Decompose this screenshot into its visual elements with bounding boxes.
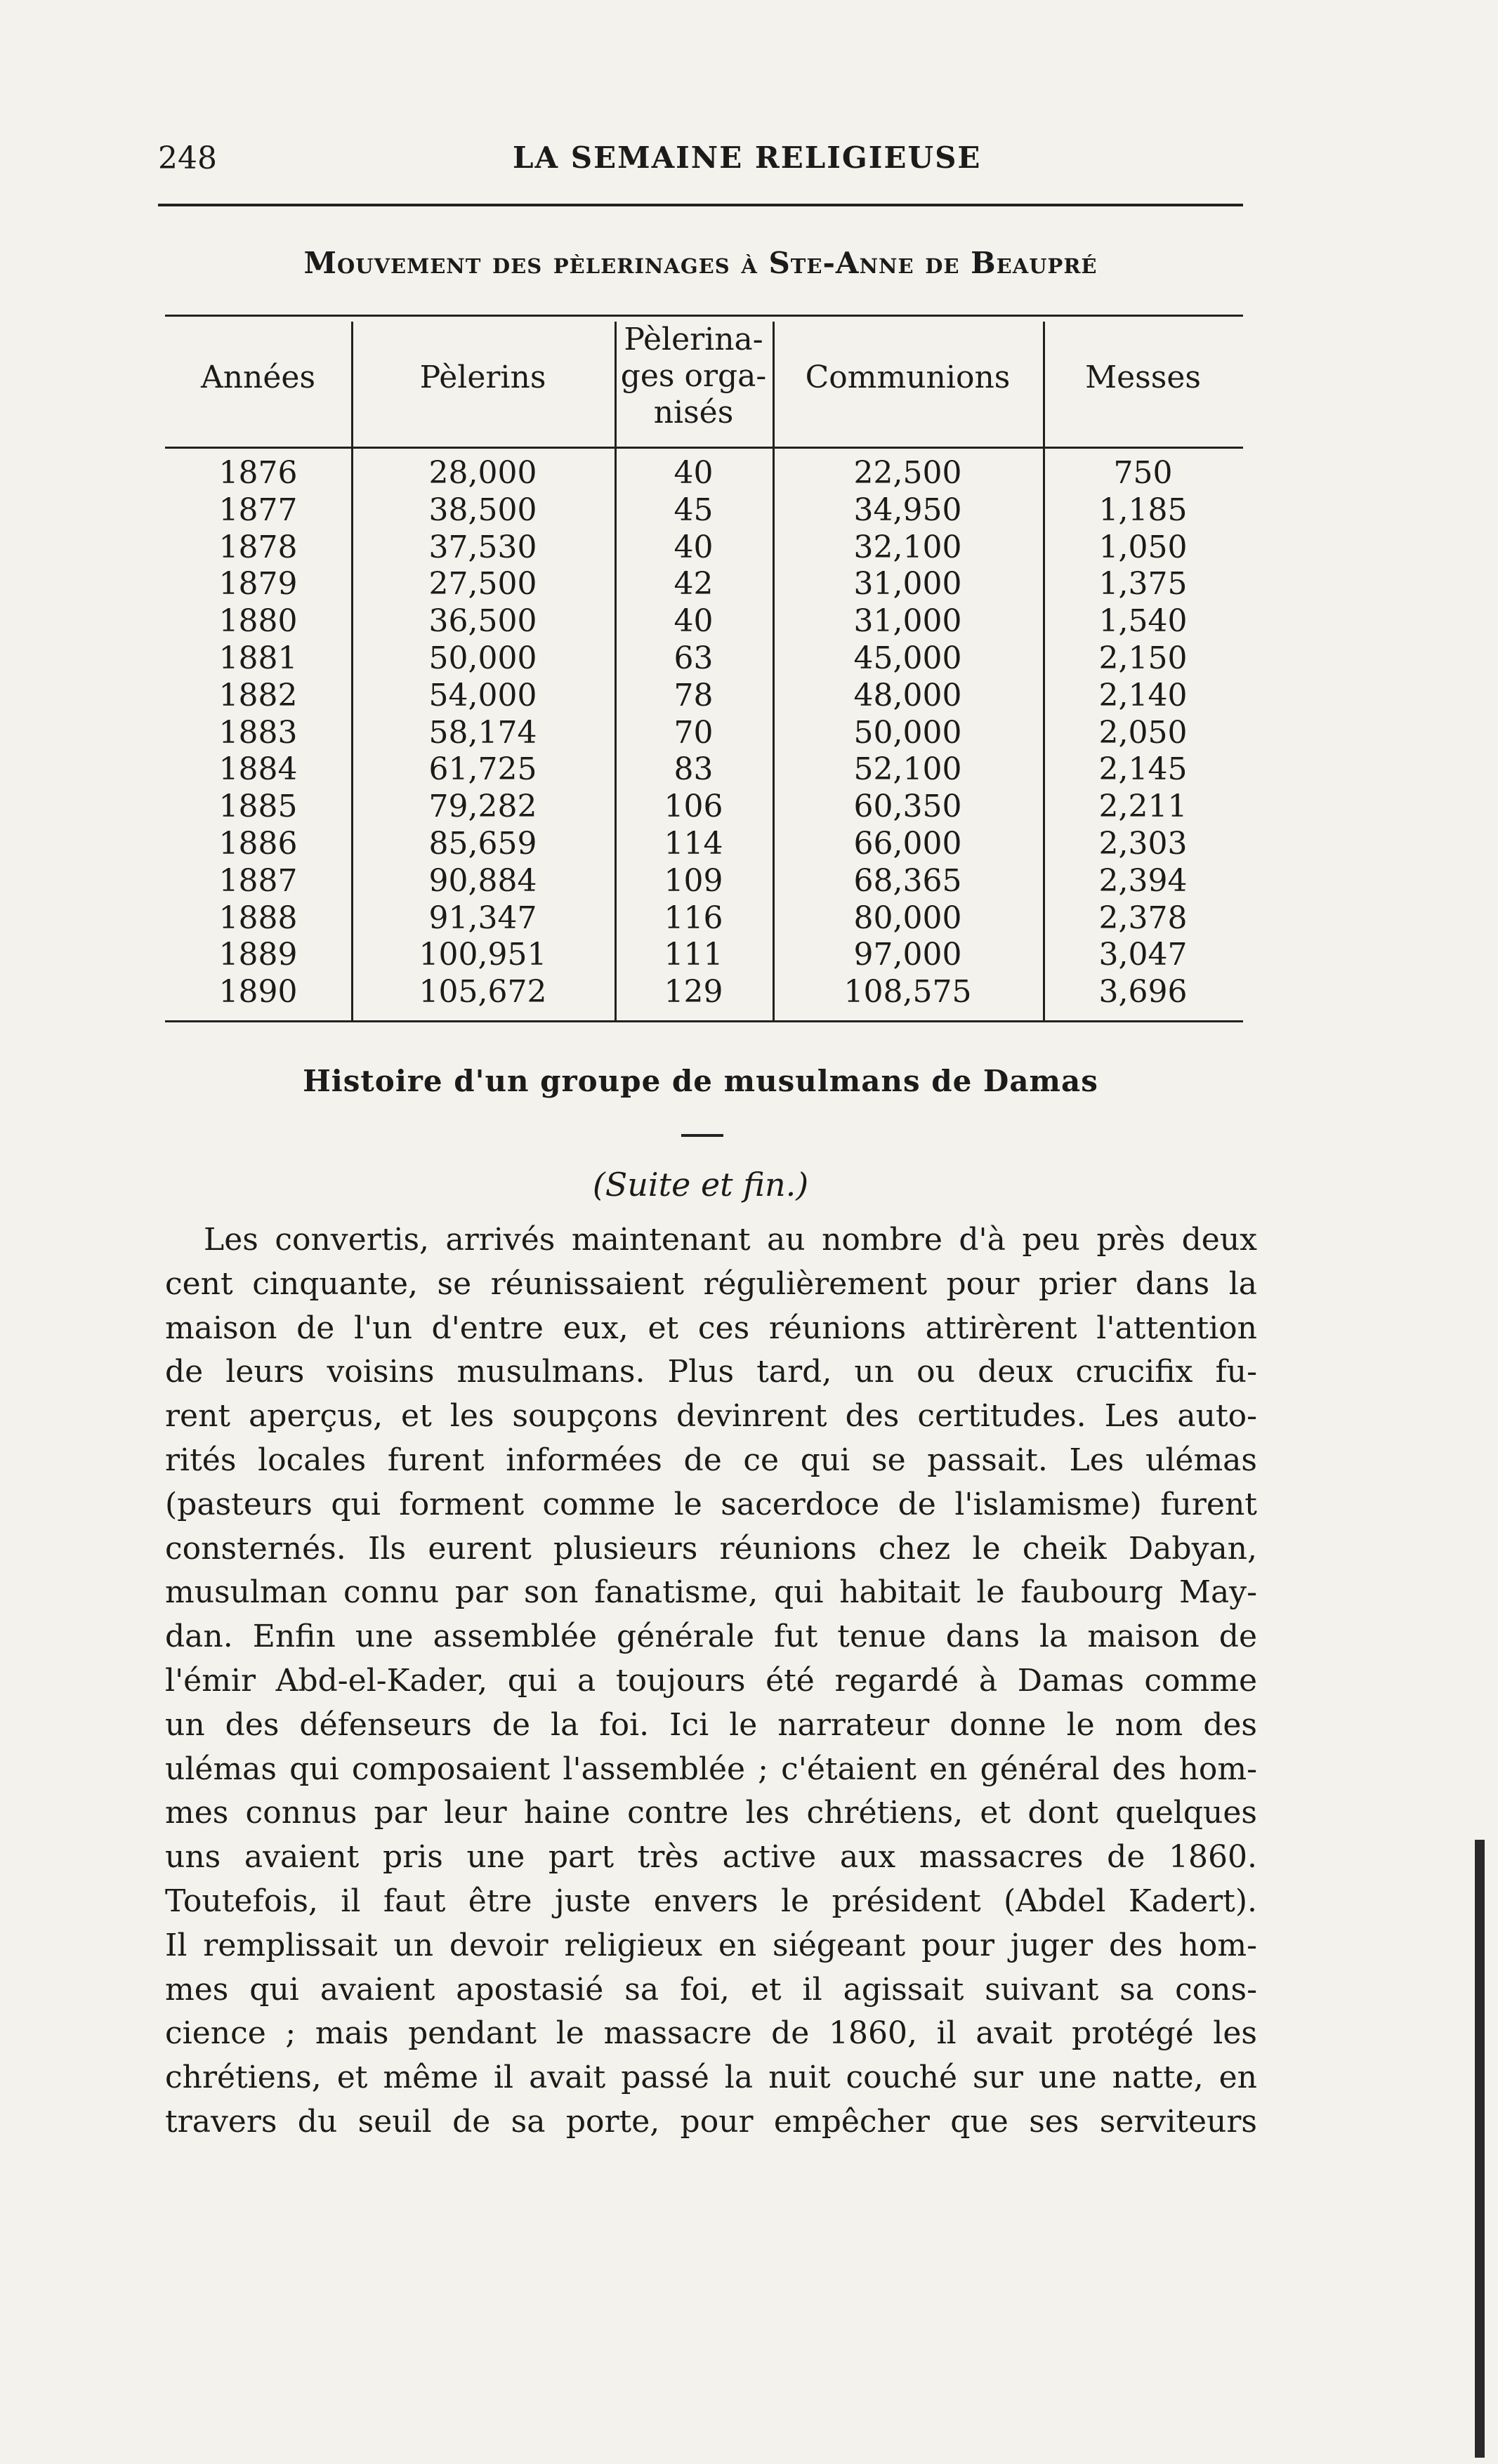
table-cell-annee: 1878 [218,529,298,565]
column-pelerinages [615,455,773,1011]
table-cell-annee: 1880 [218,603,298,640]
table-cell-communions: 34,950 [853,492,962,528]
table-cell-annee: 1888 [218,900,298,936]
article-line: un des défenseurs de la foi. Ici le narrateur donne le nom des [165,1706,1257,1743]
table-cell-messes: 2,145 [1098,751,1188,788]
table-cell-annee: 1886 [218,825,298,862]
table-cell-communions: 31,000 [853,603,962,640]
table-cell-pelerinages: 40 [674,455,714,491]
table-cell-communions: 66,000 [853,825,962,862]
article-subtitle: (Suite et fin.) [592,1166,809,1204]
table-cell-pelerins: 91,347 [428,900,537,936]
header-rule [158,204,1243,206]
article-line: musulman connu par son fanatisme, qui habitait le faubourg May- [165,1574,1257,1611]
table-cell-annee: 1890 [218,974,298,1010]
table-cell-communions: 97,000 [853,937,962,973]
table-cell-messes: 2,140 [1098,677,1188,713]
pilgrimage-table [165,315,1243,1024]
table-cell-communions: 45,000 [853,640,962,676]
article-line: Les convertis, arrivés maintenant au nombre d'à peu près deux [204,1222,1257,1258]
table-cell-communions: 31,000 [853,566,962,602]
table-bottom-rule [165,1020,1243,1022]
table-cell-pelerins: 27,500 [428,566,537,602]
table-cell-communions: 50,000 [853,714,962,751]
table-cell-pelerins: 37,530 [428,529,537,565]
table-cell-communions: 48,000 [853,677,962,713]
table-cell-messes: 1,375 [1098,566,1188,602]
table-cell-communions: 22,500 [853,455,962,491]
journal-title: LA SEMAINE RELIGIEUSE [513,140,982,175]
table-cell-pelerinages: 40 [674,529,714,565]
table-cell-communions: 32,100 [853,529,962,565]
header-communions: Communions [805,360,1011,395]
article-line: chrétiens, et même il avait passé la nuit couché sur une natte, en [165,2060,1257,2096]
header-pelerins: Pèlerins [419,360,546,395]
table-cell-communions: 108,575 [843,974,972,1010]
table-cell-communions: 68,365 [853,862,962,899]
article-line: consternés. Ils eurent plusieurs réunions chez le cheik Dabyan, [165,1530,1257,1567]
article-line: Il remplissait un devoir religieux en siégeant pour juger des hom- [165,1927,1257,1963]
table-cell-messes: 2,378 [1098,900,1188,936]
article-line: Toutefois, il faut être juste envers le président (Abdel Kadert). [165,1883,1257,1919]
table-cell-pelerinages: 78 [674,677,714,713]
table-cell-annee: 1884 [218,751,298,788]
article-line: de leurs voisins musulmans. Plus tard, un ou deux crucifix fu- [165,1354,1257,1390]
table-cell-annee: 1879 [218,566,298,602]
column-pelerins [351,455,615,1011]
table-cell-messes: 2,303 [1098,825,1188,862]
table-cell-pelerins: 100,951 [419,937,547,973]
table-cell-messes: 2,050 [1098,714,1188,751]
table-cell-pelerins: 85,659 [428,825,537,862]
table-cell-pelerins: 36,500 [428,603,537,640]
article-body [165,1218,1257,2145]
article-line: maison de l'un d'entre eux, et ces réunions attirèrent l'attention [165,1310,1257,1346]
table-cell-pelerinages: 45 [674,492,714,528]
table-cell-communions: 80,000 [853,900,962,936]
table-cell-pelerinages: 42 [674,566,714,602]
table-cell-messes: 1,540 [1098,603,1188,640]
table-cell-messes: 750 [1113,455,1173,491]
header-pelerinages-line: ges orga- [620,358,767,394]
table-cell-messes: 2,394 [1098,862,1188,899]
table-cell-pelerinages: 109 [664,862,723,899]
table-cell-pelerins: 50,000 [428,640,537,676]
table-cell-communions: 60,350 [853,789,962,825]
header-messes: Messes [1085,360,1201,395]
header-pelerinages [615,322,773,431]
table-cell-pelerins: 90,884 [428,862,537,899]
article-line: (pasteurs qui forment comme le sacerdoce de l'islamisme) furent [165,1486,1257,1522]
article-line: l'émir Abd-el-Kader, qui a toujours été regardé à Damas comme [165,1662,1257,1699]
table-cell-annee: 1876 [218,455,298,491]
table-cell-pelerins: 38,500 [428,492,537,528]
header-annees: Années [200,360,316,395]
table-cell-pelerins: 58,174 [428,714,537,751]
table-header-rule [165,447,1243,449]
article-line: mes qui avaient apostasié sa foi, et il agissait suivant sa cons- [165,1971,1257,2008]
article-line: dan. Enfin une assemblée générale fut tenue dans la maison de [165,1619,1257,1655]
table-cell-annee: 1882 [218,677,298,713]
table-cell-messes: 1,185 [1098,492,1188,528]
table-cell-annee: 1881 [218,640,298,676]
table-cell-pelerins: 105,672 [419,974,547,1010]
table-cell-pelerinages: 116 [664,900,723,936]
table-cell-pelerinages: 129 [664,974,723,1010]
table-cell-pelerinages: 111 [664,937,723,973]
table-cell-messes: 1,050 [1098,529,1188,565]
table-title: Mouvement des pèlerinages à Ste-Anne de Beaupré [303,246,1098,280]
article-line: ulémas qui composaient l'assemblée ; c'étaient en général des hom- [165,1751,1257,1787]
table-cell-pelerinages: 63 [674,640,714,676]
article-line: travers du seuil de sa porte, pour empêcher que ses serviteurs [165,2103,1257,2140]
article-line: cience ; mais pendant le massacre de 1860, il avait protégé les [165,2015,1257,2052]
page-edge-shadow [1475,1840,1485,2458]
table-cell-pelerinages: 83 [674,751,714,788]
table-cell-annee: 1889 [218,937,298,973]
table-cell-messes: 3,047 [1098,937,1188,973]
table-cell-pelerinages: 106 [664,789,723,825]
header-pelerinages-line: nisés [653,395,734,430]
article-line: cent cinquante, se réunissaient régulièrement pour prier dans la [165,1265,1257,1302]
article-line: uns avaient pris une part très active aux massacres de 1860. [165,1839,1257,1876]
table-cell-messes: 3,696 [1098,974,1188,1010]
table-cell-pelerinages: 70 [674,714,714,751]
article-line: rent aperçus, et les soupçons devinrent des certitudes. Les auto- [165,1398,1257,1435]
article-line: mes connus par leur haine contre les chrétiens, et dont quelques [165,1795,1257,1831]
column-communions [773,455,1043,1011]
table-cell-pelerinages: 114 [664,825,723,862]
table-cell-annee: 1885 [218,789,298,825]
table-cell-pelerins: 28,000 [428,455,537,491]
page-number: 248 [158,140,217,176]
table-top-rule [165,315,1243,317]
table-cell-pelerins: 54,000 [428,677,537,713]
article-line: rités locales furent informées de ce qui se passait. Les ulémas [165,1442,1257,1478]
table-cell-communions: 52,100 [853,751,962,788]
table-cell-pelerinages: 40 [674,603,714,640]
column-annees [165,455,351,1011]
column-messes [1043,455,1243,1011]
article-title: Histoire d'un groupe de musulmans de Damas [303,1064,1098,1098]
table-cell-pelerins: 79,282 [428,789,537,825]
title-dash [681,1134,723,1137]
running-head [158,140,1243,183]
table-cell-messes: 2,211 [1098,789,1188,825]
header-pelerinages-line: Pèlerina- [624,322,763,357]
table-cell-annee: 1887 [218,862,298,899]
table-cell-annee: 1877 [218,492,298,528]
table-cell-annee: 1883 [218,714,298,751]
table-cell-pelerins: 61,725 [428,751,537,788]
table-cell-messes: 2,150 [1098,640,1188,676]
